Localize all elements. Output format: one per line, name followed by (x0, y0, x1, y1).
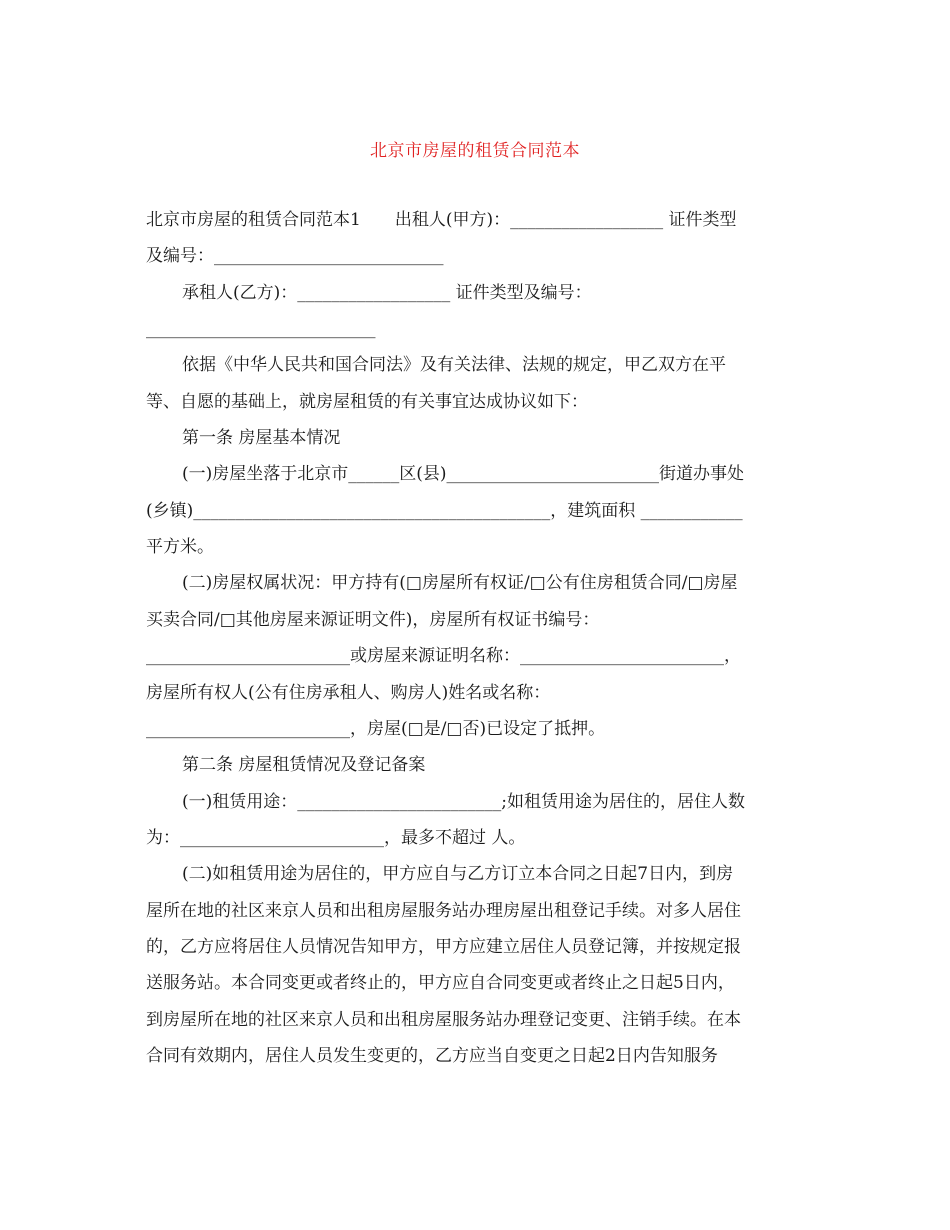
text-line-ownership-2: 买卖合同/□其他房屋来源证明文件)，房屋所有权证书编号： (146, 610, 600, 630)
text-line-location-2: (乡镇)__________________________________________，建筑面积 ____________ (146, 501, 743, 521)
text-line-lessee-id: ___________________________ (146, 319, 376, 339)
text-line-location-3: 平方米。 (146, 537, 214, 557)
text-line-ownership-4: 房屋所有权人(公有住房承租人、购房人)姓名或名称： (146, 683, 551, 703)
text-line-registration-6: 合同有效期内，居住人员发生变更的，乙方应当自变更之日起2日内告知服务 (146, 1046, 718, 1066)
article-2-heading: 第二条 房屋租赁情况及登记备案 (182, 755, 426, 775)
text-line-ownership-5: ________________________，房屋(□是/□否)已设定了抵押。 (146, 719, 606, 739)
text-line-registration-1: (二)如租赁用途为居住的，甲方应自与乙方订立本合同之日起7日内，到房 (182, 864, 734, 884)
text-line-ownership-1: (二)房屋权属状况：甲方持有(□房屋所有权证/□公有住房租赁合同/□房屋 (182, 573, 738, 593)
text-line-lessor-id: 及编号：___________________________ (146, 246, 444, 266)
text-line-lessor: 北京市房屋的租赁合同范本1 出租人(甲方)：__________________ 证件类型 (146, 210, 737, 230)
text-line-registration-4: 送服务站。本合同变更或者终止的，甲方应自合同变更或者终止之日起5日内， (146, 973, 735, 993)
document-title: 北京市房屋的租赁合同范本 (370, 141, 580, 161)
text-line-lessee: 承租人(乙方)：__________________ 证件类型及编号： (182, 283, 592, 303)
text-line-ownership-3: ________________________或房屋来源证明名称：________________________， (146, 646, 741, 666)
text-line-usage-1: (一)租赁用途：________________________;如租赁用途为居住的，居住人数 (182, 792, 745, 812)
text-line-usage-2: 为：________________________，最多不超过 人。 (146, 828, 526, 848)
text-line-preamble-2: 等、自愿的基础上，就房屋租赁的有关事宜达成协议如下： (146, 392, 588, 412)
text-line-registration-2: 屋所在地的社区来京人员和出租房屋服务站办理房屋出租登记手续。对多人居住 (146, 901, 741, 921)
text-line-registration-5: 到房屋所在地的社区来京人员和出租房屋服务站办理登记变更、注销手续。在本 (146, 1010, 741, 1030)
article-1-heading: 第一条 房屋基本情况 (182, 428, 341, 448)
text-line-location-1: (一)房屋坐落于北京市______区(县)_________________________街道办事处 (182, 464, 745, 484)
text-line-preamble-1: 依据《中华人民共和国合同法》及有关法律、法规的规定，甲乙双方在平 (182, 355, 726, 375)
text-line-registration-3: 的，乙方应将居住人员情况告知甲方，甲方应建立居住人员登记簿，并按规定报 (146, 937, 741, 957)
